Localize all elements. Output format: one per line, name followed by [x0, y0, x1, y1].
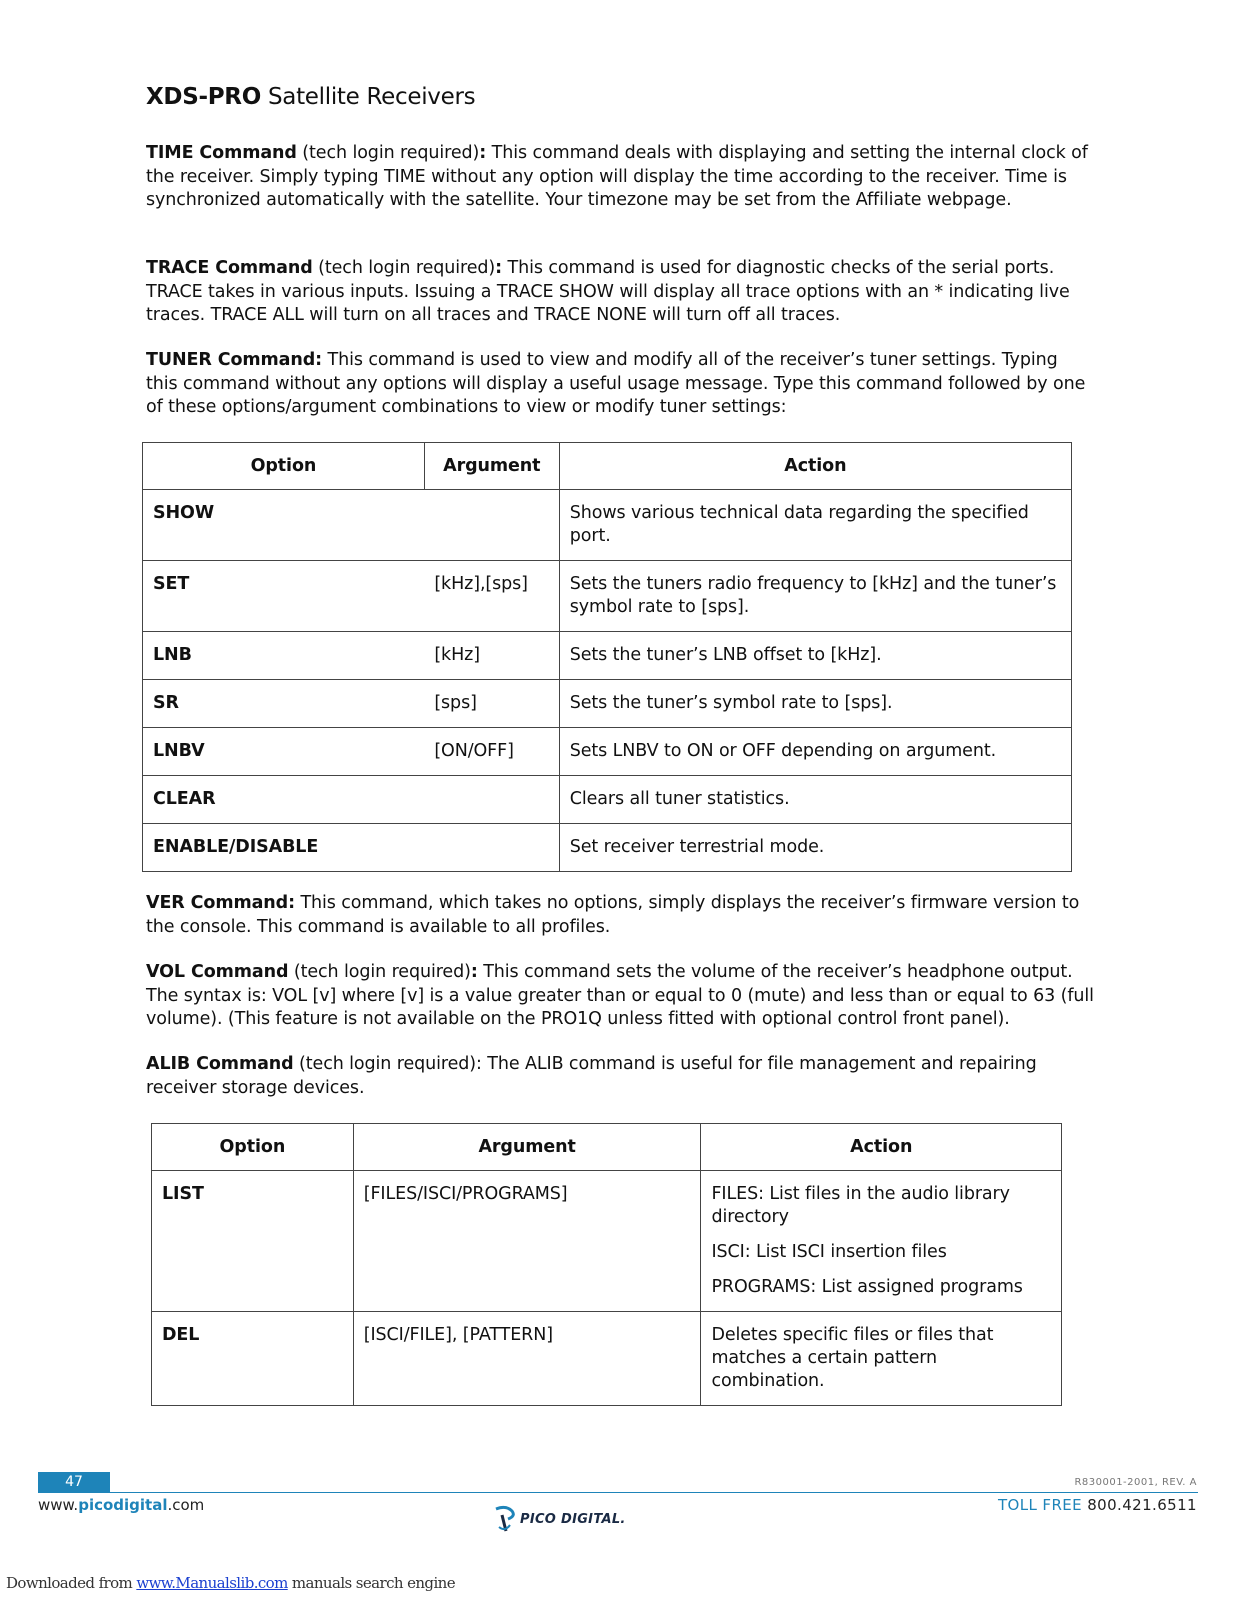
action-cell	[701, 1171, 1062, 1312]
toll-free-label: TOLL FREE	[997, 1496, 1083, 1514]
website-address	[38, 1496, 204, 1514]
argument-cell	[424, 824, 559, 872]
pico-digital-logo	[494, 1505, 626, 1533]
toll-free-number	[998, 1496, 1197, 1514]
table-row	[143, 632, 1072, 680]
tuner-body: This command is used to view and modify all of the receiver’s tuner settings. Typing this command without any options will display a useful usage message. Type this command followed by one of these options/argument combinations to view or modify tuner settings:	[146, 350, 1086, 417]
tuner-command-paragraph	[146, 349, 1091, 420]
table-row	[143, 824, 1072, 872]
action-cell: Set receiver terrestrial mode.	[559, 824, 1071, 872]
trace-command-paragraph	[146, 257, 1091, 328]
option-cell: DEL	[152, 1312, 354, 1406]
table-header-row	[143, 443, 1072, 490]
option-cell: LNBV	[143, 728, 425, 776]
option-cell: ENABLE/DISABLE	[143, 824, 425, 872]
option-cell: LIST	[152, 1171, 354, 1312]
option-cell: SHOW	[143, 490, 425, 561]
ver-command-paragraph	[146, 892, 1091, 939]
table-row	[152, 1312, 1062, 1406]
tuner-command-title: TUNER Command:	[146, 350, 323, 370]
download-prefix: Downloaded from	[6, 1574, 137, 1592]
action-cell: Sets the tuner’s LNB offset to [kHz].	[559, 632, 1071, 680]
alib-body: (tech login required): The ALIB command is useful for file management and repairing receiver storage devices.	[146, 1054, 1037, 1098]
column-header-argument: Argument	[353, 1124, 701, 1171]
footer-divider	[110, 1492, 1198, 1493]
time-colon: :	[479, 143, 487, 163]
vol-body: This command sets the volume of the receiver’s headphone output. The syntax is: VOL [v] where [v] is a value greater than or equal to 0 (mute) and less than or equal to 63 (full volume). (This feature is not available on the PRO1Q unless fitted with optional control front panel).	[146, 962, 1094, 1029]
option-cell: LNB	[143, 632, 425, 680]
argument-cell: [sps]	[424, 680, 559, 728]
table-row	[143, 728, 1072, 776]
page-title	[146, 84, 475, 110]
action-cell	[701, 1312, 1062, 1406]
toll-free-value: 800.421.6511	[1087, 1496, 1197, 1514]
table-row	[143, 561, 1072, 632]
tuner-options-table	[142, 442, 1072, 872]
time-command-title: TIME Command	[146, 143, 297, 163]
column-header-action: Action	[701, 1124, 1062, 1171]
argument-cell: [kHz],[sps]	[424, 561, 559, 632]
table-row	[143, 776, 1072, 824]
column-header-action: Action	[559, 443, 1071, 490]
action-line: ISCI: List ISCI insertion files	[711, 1242, 947, 1262]
time-command-paragraph	[146, 142, 1091, 213]
column-header-option: Option	[143, 443, 425, 490]
vol-colon: :	[470, 962, 478, 982]
action-cell: Sets the tuner’s symbol rate to [sps].	[559, 680, 1071, 728]
action-line: PROGRAMS: List assigned programs	[711, 1277, 1023, 1297]
trace-qualifier: (tech login required)	[312, 258, 496, 278]
argument-cell: [kHz]	[424, 632, 559, 680]
action-line: FILES: List files in the audio library directory	[711, 1184, 1010, 1227]
table-row	[152, 1171, 1062, 1312]
alib-command-title: ALIB Command	[146, 1054, 294, 1074]
action-line: Deletes specific files or files that matches a certain pattern combination.	[711, 1325, 994, 1391]
download-attribution	[6, 1574, 455, 1592]
argument-cell: [ISCI/FILE], [PATTERN]	[353, 1312, 701, 1406]
table-row	[143, 490, 1072, 561]
trace-body: This command is used for diagnostic checks of the serial ports. TRACE takes in various inputs. Issuing a TRACE SHOW will display all trace options with an * indicating live traces. TRACE ALL will turn on all traces and TRACE NONE will turn off all traces.	[146, 258, 1070, 325]
vol-command-paragraph	[146, 961, 1101, 1032]
vol-qualifier: (tech login required)	[288, 962, 471, 982]
page-subtitle: Satellite Receivers	[267, 84, 476, 110]
argument-cell	[424, 490, 559, 561]
action-cell: Sets the tuners radio frequency to [kHz] and the tuner’s symbol rate to [sps].	[559, 561, 1071, 632]
trace-colon: :	[495, 258, 503, 278]
site-suffix: .com	[167, 1496, 205, 1514]
action-cell: Shows various technical data regarding the specified port.	[559, 490, 1071, 561]
action-cell: Sets LNBV to ON or OFF depending on argument.	[559, 728, 1071, 776]
argument-cell: [ON/OFF]	[424, 728, 559, 776]
trace-command-title: TRACE Command	[146, 258, 313, 278]
table-header-row	[152, 1124, 1062, 1171]
manualslib-link[interactable]: www.Manualslib.com	[136, 1574, 288, 1592]
alib-command-paragraph	[146, 1053, 1091, 1100]
option-cell: SET	[143, 561, 425, 632]
table-row	[143, 680, 1072, 728]
action-cell: Clears all tuner statistics.	[559, 776, 1071, 824]
brand-name: XDS-PRO	[146, 84, 261, 110]
document-revision: R830001-2001, REV. A	[1074, 1477, 1197, 1488]
option-cell: CLEAR	[143, 776, 425, 824]
site-brand: picodigital	[78, 1496, 168, 1514]
argument-cell: [FILES/ISCI/PROGRAMS]	[353, 1171, 701, 1312]
alib-options-table	[151, 1123, 1062, 1406]
time-qualifier: (tech login required)	[296, 143, 480, 163]
argument-cell	[424, 776, 559, 824]
logo-swoosh-icon	[494, 1505, 516, 1533]
column-header-option: Option	[152, 1124, 354, 1171]
download-suffix: manuals search engine	[287, 1574, 455, 1592]
logo-text: PICO DIGITAL.	[520, 1511, 626, 1527]
vol-command-title: VOL Command	[146, 962, 289, 982]
time-body: This command deals with displaying and setting the internal clock of the receiver. Simply typing TIME without any option will display the time according to the receiver. Time is synchronized automatically with the satellite. Your timezone may be set from the Affiliate webpage.	[146, 143, 1088, 210]
page-number: 47	[38, 1472, 110, 1493]
ver-command-title: VER Command:	[146, 893, 295, 913]
ver-body: This command, which takes no options, simply displays the receiver’s firmware version to the console. This command is available to all profiles.	[146, 893, 1080, 937]
column-header-argument: Argument	[424, 443, 559, 490]
site-prefix: www.	[38, 1496, 79, 1514]
option-cell: SR	[143, 680, 425, 728]
